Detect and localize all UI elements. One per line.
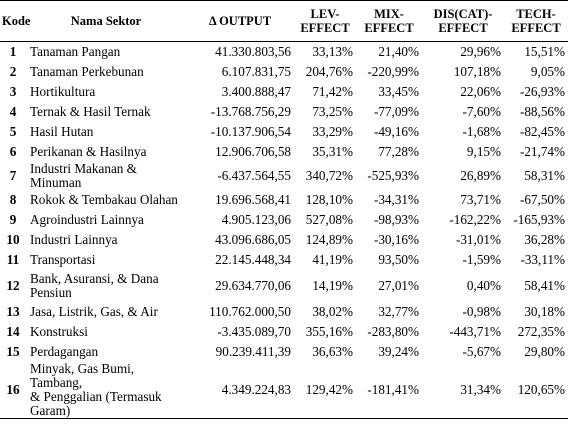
- cell-kode: 12: [6, 278, 20, 293]
- table-row: [0, 62, 568, 82]
- cell-sektor: Industri Makanan & Minuman: [30, 161, 137, 190]
- sektor-line: Pensiun: [30, 285, 72, 300]
- cell-dis: -1,59%: [462, 252, 501, 267]
- cell-tech: 36,28%: [524, 232, 565, 247]
- table-row: [0, 250, 568, 270]
- header-mix: MIX-EFFECT: [356, 1, 422, 42]
- table-row: [0, 362, 568, 419]
- cell-sektor: Transportasi: [30, 252, 96, 267]
- sektor-line: & Penggalian (Termasuk: [30, 389, 162, 404]
- cell-mix: -49,16%: [373, 124, 419, 139]
- cell-lev: 124,89%: [305, 232, 353, 247]
- cell-dis: -1,68%: [462, 124, 501, 139]
- cell-kode: 2: [9, 64, 17, 79]
- cell-dis: -443,71%: [449, 324, 501, 339]
- table-row: [0, 42, 568, 63]
- cell-mix: 27,01%: [378, 278, 419, 293]
- cell-sektor: Tanaman Perkebunan: [30, 64, 144, 79]
- cell-output: 4.905.123,06: [221, 212, 291, 227]
- cell-lev: 36,63%: [312, 344, 353, 359]
- cell-kode: 13: [6, 304, 20, 319]
- cell-sektor: Rokok & Tembakau Olahan: [30, 192, 178, 207]
- cell-kode: 1: [9, 44, 17, 59]
- cell-tech: -21,74%: [519, 144, 565, 159]
- cell-mix: 77,28%: [378, 144, 419, 159]
- cell-tech: 58,41%: [524, 278, 565, 293]
- cell-lev: 71,42%: [312, 84, 353, 99]
- cell-dis: 0,40%: [466, 278, 501, 293]
- cell-lev: 33,29%: [312, 124, 353, 139]
- header-tech: TECH-EFFECT: [504, 1, 568, 42]
- cell-dis: 22,06%: [460, 84, 501, 99]
- cell-lev: 129,42%: [294, 362, 356, 419]
- cell-dis: -31,01%: [455, 232, 501, 247]
- cell-mix: 33,45%: [378, 84, 419, 99]
- table-row: [0, 162, 568, 190]
- cell-tech: 15,51%: [524, 44, 565, 59]
- cell-sektor: [26, 270, 186, 302]
- cell-kode: 14: [6, 324, 20, 339]
- cell-output: 3.400.888,47: [221, 84, 291, 99]
- cell-output: 29.634.770,06: [215, 278, 291, 293]
- table-row: [0, 190, 568, 210]
- cell-lev: 204,76%: [305, 64, 353, 79]
- cell-output: 41.330.803,56: [215, 44, 291, 59]
- cell-dis: 73,71%: [460, 192, 501, 207]
- table-row: [0, 82, 568, 102]
- cell-output: -6.437.564,55: [217, 168, 291, 183]
- cell-lev: 38,02%: [312, 304, 353, 319]
- cell-lev: 41,19%: [312, 252, 353, 267]
- cell-kode: 6: [9, 144, 17, 159]
- cell-tech: -67,50%: [519, 192, 565, 207]
- cell-tech: -26,93%: [519, 84, 565, 99]
- table-row: [0, 102, 568, 122]
- cell-mix: -30,16%: [373, 232, 419, 247]
- cell-sektor: Industri Lainnya: [30, 232, 118, 247]
- header-dis: DIS(CAT)-EFFECT: [422, 1, 504, 42]
- cell-mix: -77,09%: [373, 104, 419, 119]
- cell-output: 4.349.224,83: [186, 362, 294, 419]
- cell-output: -10.137.906,54: [210, 124, 291, 139]
- sektor-line: Minyak, Gas Bumi, Tambang,: [30, 361, 135, 390]
- cell-output: 6.107.831,75: [221, 64, 291, 79]
- cell-output: -3.435.089,70: [217, 324, 291, 339]
- header-lev: LEV-EFFECT: [294, 1, 356, 42]
- cell-mix: 39,24%: [378, 344, 419, 359]
- cell-dis: 9,15%: [466, 144, 501, 159]
- cell-sektor: Hasil Hutan: [30, 124, 94, 139]
- table-row: [0, 342, 568, 362]
- cell-output: -13.768.756,29: [210, 104, 291, 119]
- cell-mix: -34,31%: [373, 192, 419, 207]
- cell-mix: -181,41%: [356, 362, 422, 419]
- cell-mix: 93,50%: [378, 252, 419, 267]
- cell-tech: 58,31%: [524, 168, 565, 183]
- cell-mix: -525,93%: [367, 168, 419, 183]
- cell-tech: 272,35%: [517, 324, 565, 339]
- cell-tech: -82,45%: [519, 124, 565, 139]
- cell-lev: 73,25%: [312, 104, 353, 119]
- cell-lev: 340,72%: [305, 168, 353, 183]
- cell-sektor: Tanaman Pangan: [30, 44, 121, 59]
- cell-output: 22.145.448,34: [215, 252, 291, 267]
- cell-kode: 16: [0, 362, 26, 419]
- cell-dis: 26,89%: [460, 168, 501, 183]
- cell-output: 90.239.411,39: [215, 344, 291, 359]
- cell-tech: -165,93%: [513, 212, 565, 227]
- sektor-line: Bank, Asuransi, & Dana: [30, 271, 159, 286]
- table-row: [0, 142, 568, 162]
- cell-mix: 21,40%: [378, 44, 419, 59]
- table-row: [0, 322, 568, 342]
- table-row: [0, 270, 568, 302]
- cell-tech: -33,11%: [520, 252, 565, 267]
- cell-lev: 14,19%: [312, 278, 353, 293]
- header-sektor: Nama Sektor: [26, 1, 186, 42]
- cell-mix: -283,80%: [367, 324, 419, 339]
- table-row: [0, 122, 568, 142]
- cell-kode: 5: [9, 124, 17, 139]
- header-output: Δ OUTPUT: [186, 1, 294, 42]
- cell-sektor: Hortikultura: [30, 84, 96, 99]
- cell-lev: 128,10%: [305, 192, 353, 207]
- cell-dis: -162,22%: [449, 212, 501, 227]
- cell-dis: 31,34%: [422, 362, 504, 419]
- table-row: [0, 302, 568, 322]
- cell-dis: -7,60%: [462, 104, 501, 119]
- cell-tech: 30,18%: [524, 304, 565, 319]
- cell-output: 19.696.568,41: [215, 192, 291, 207]
- cell-kode: 9: [9, 212, 17, 227]
- cell-mix: -220,99%: [367, 64, 419, 79]
- cell-lev: 355,16%: [305, 324, 353, 339]
- cell-tech: 9,05%: [530, 64, 565, 79]
- cell-kode: 10: [6, 232, 20, 247]
- cell-kode: 3: [9, 84, 17, 99]
- cell-kode: 11: [6, 252, 20, 267]
- cell-dis: 29,96%: [460, 44, 501, 59]
- cell-sektor: Konstruksi: [30, 324, 88, 339]
- cell-tech: -88,56%: [519, 104, 565, 119]
- cell-sektor: Ternak & Hasil Ternak: [30, 104, 151, 119]
- cell-lev: 527,08%: [305, 212, 353, 227]
- cell-tech: 29,80%: [524, 344, 565, 359]
- cell-output: 110.762.000,50: [209, 304, 291, 319]
- cell-mix: 32,77%: [378, 304, 419, 319]
- cell-output: 12.906.706,58: [215, 144, 291, 159]
- sektor-line: Garam): [30, 403, 71, 418]
- header-row: [0, 1, 568, 42]
- cell-mix: -98,93%: [373, 212, 419, 227]
- cell-sektor: Perdagangan: [30, 344, 99, 359]
- cell-sektor: [26, 362, 186, 419]
- cell-kode: 7: [9, 168, 17, 183]
- cell-lev: 35,31%: [312, 144, 353, 159]
- cell-kode: 4: [9, 104, 17, 119]
- header-kode: Kode: [0, 1, 26, 42]
- table-body: [0, 42, 568, 419]
- cell-kode: 8: [9, 192, 17, 207]
- cell-kode: 15: [6, 344, 20, 359]
- cell-sektor: Agroindustri Lainnya: [30, 212, 144, 227]
- cell-dis: -0,98%: [462, 304, 501, 319]
- cell-dis: 107,18%: [453, 64, 501, 79]
- table-row: [0, 210, 568, 230]
- cell-sektor: Jasa, Listrik, Gas, & Air: [30, 304, 158, 319]
- cell-output: 43.096.686,05: [215, 232, 291, 247]
- cell-sektor: Perikanan & Hasilnya: [30, 144, 147, 159]
- cell-lev: 33,13%: [312, 44, 353, 59]
- cell-dis: -5,67%: [462, 344, 501, 359]
- table-row: [0, 230, 568, 250]
- cell-tech: 120,65%: [504, 362, 568, 419]
